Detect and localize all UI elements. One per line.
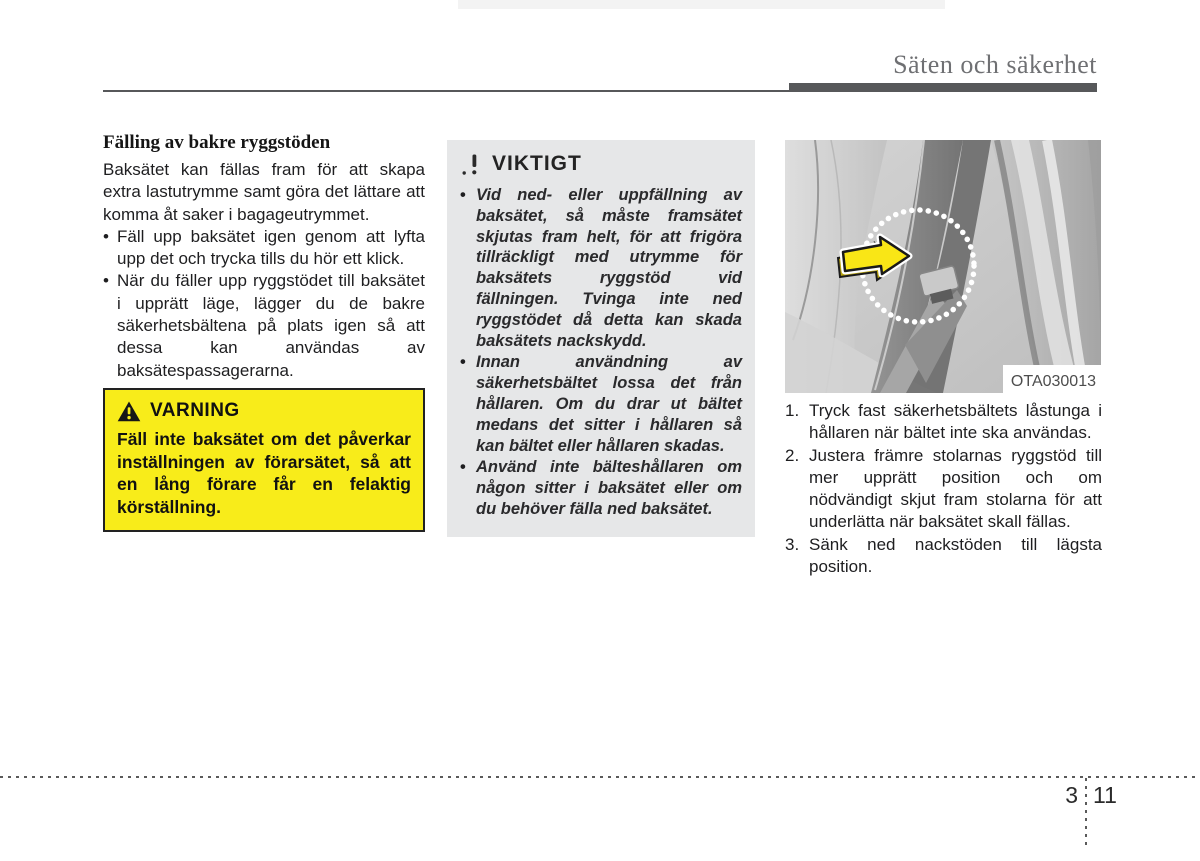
warning-triangle-icon [117, 401, 141, 422]
warning-box [103, 388, 425, 532]
notice-title: VIKTIGT [492, 152, 582, 175]
warning-title-row [117, 400, 411, 422]
list-item [103, 226, 425, 271]
figure-caption: OTA030013 [1010, 373, 1096, 390]
list-item [460, 457, 742, 519]
bullet-glyph: • [103, 226, 109, 246]
step-number: 2. [785, 445, 800, 465]
bullet-glyph: • [460, 186, 466, 204]
step-text: Sänk ned nackstöden till lägsta position. [809, 534, 1102, 577]
footer-dashed-rule [0, 776, 1200, 778]
step-text: Tryck fast säkerhetsbältets låstunga i hållaren när bältet inte ska användas. [809, 401, 1102, 443]
step-text: Justera främre stolarnas ryggstöd till mer upprätt position och om nödvändigt skjut fram stolarna för att underlätta när baksätet skall fällas. [809, 445, 1102, 532]
notice-text: Använd inte bälteshållaren om någon sitter i baksätet eller om du behöver fälla ned baksätet. [476, 458, 742, 518]
intro-paragraph: Baksätet kan fällas fram för att skapa extra lastutrymme samt göra det lättare att komma åt saker i bagageutrymmet. [103, 160, 425, 224]
page-title: Säten och säkerhet [893, 50, 1097, 79]
seatbelt-holder-illustration [785, 140, 1101, 393]
step-number: 1. [785, 401, 800, 420]
notice-text: Innan användning av säkerhetsbältet lossa det från hållaren. Om du drar ut bältet medans det sitter i hållaren så kan bältet eller hållaren skadas. [476, 353, 742, 455]
exclamation-icon [462, 152, 482, 176]
bullet-glyph: • [460, 353, 466, 372]
list-item [785, 445, 1102, 534]
notice-title-row [462, 152, 742, 176]
list-item [460, 185, 742, 351]
list-item [785, 534, 1102, 579]
steps-list [785, 400, 1102, 578]
list-item [103, 270, 425, 381]
list-item [785, 400, 1102, 445]
warning-title: VARNING [150, 400, 240, 421]
notice-text: Vid ned- eller uppfällning av baksätet, så måste framsätet skjutas fram helt, för att frigöra tillräckligt med utrymme för baksätets ryggstöd vid fällningen. Tvinga inte ned ryggstödet då detta kan skada baksätets nackskydd. [476, 186, 742, 350]
footer-page-number: 11 [1093, 782, 1117, 808]
bullet-text: Fäll upp baksätet igen genom att lyfta upp det och trycka tills du hör ett klick. [117, 226, 425, 269]
header-rule-thin [103, 90, 789, 92]
list-item [460, 352, 742, 456]
step-number: 3. [785, 534, 800, 554]
footer-dashed-divider [1085, 778, 1087, 848]
top-remnant-bar [458, 0, 945, 9]
bullet-glyph: • [460, 458, 466, 477]
warning-body: Fäll inte baksätet om det påverkar inställningen av förarsätet, så att en lång förare får en felaktig körställning. [117, 429, 411, 517]
section-heading: Fälling av bakre ryggstöden [103, 132, 331, 153]
header-rule-thick [789, 83, 1097, 92]
notice-box [447, 140, 755, 537]
bullet-glyph: • [103, 271, 109, 291]
bullet-text: När du fäller upp ryggstödet till baksätet i upprätt läge, lägger du de bakre säkerhetsbältena på plats igen så att dessa kan användas av baksätespassagerarna. [117, 271, 425, 380]
footer-chapter-number: 3 [1065, 782, 1078, 808]
left-column [103, 132, 425, 382]
